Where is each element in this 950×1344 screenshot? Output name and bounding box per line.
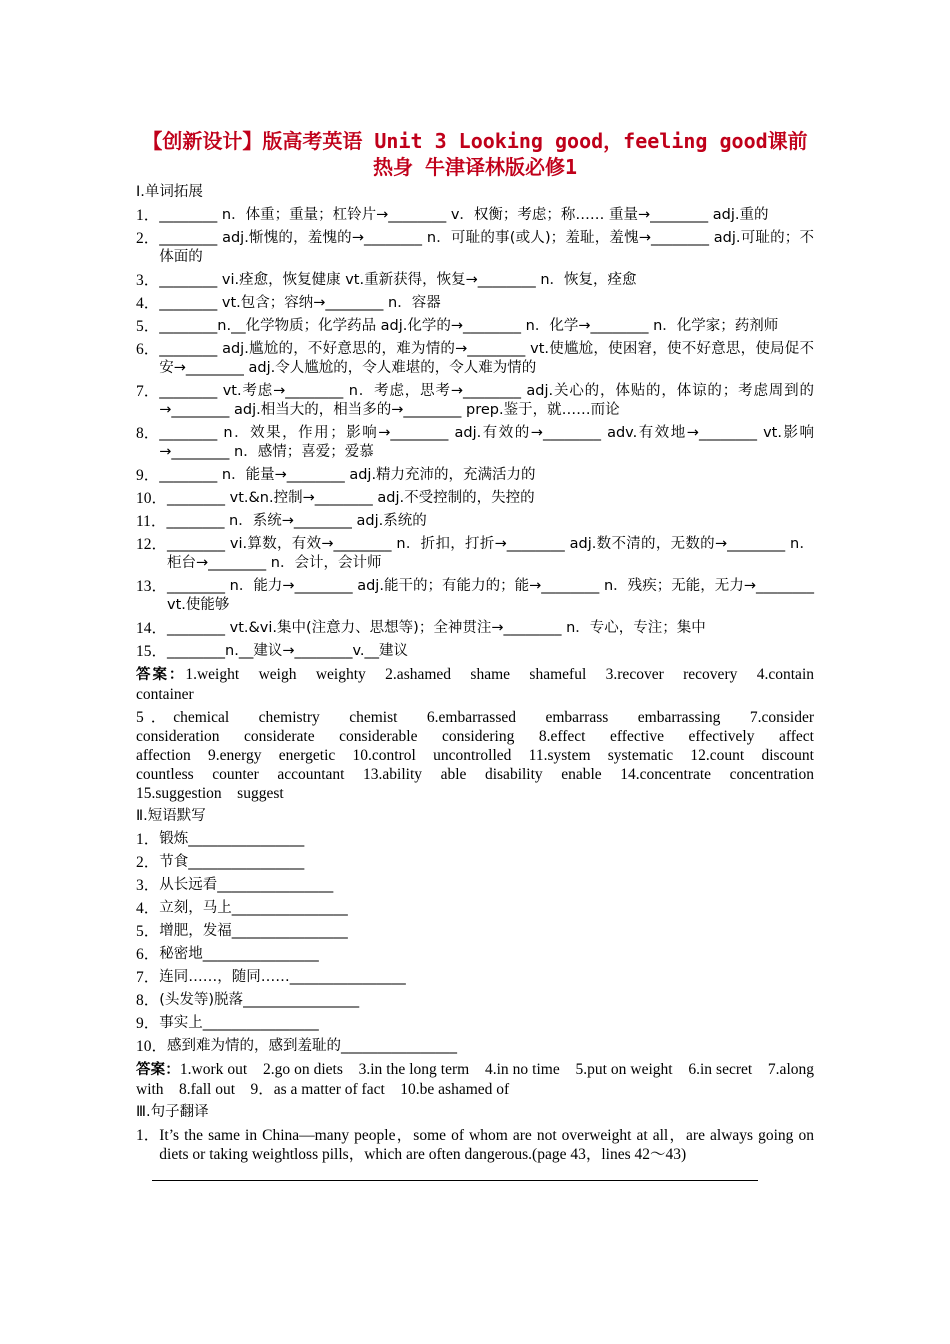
item-text: 立刻，马上________________ bbox=[159, 900, 348, 916]
item-number: 15． bbox=[136, 643, 168, 660]
list-item bbox=[136, 229, 814, 267]
item-text: 锻炼________________ bbox=[159, 831, 305, 847]
title-line-2: 热身 牛津译林版必修1 bbox=[372, 155, 578, 179]
item-text: ________ vt.考虑→________ n．考虑，思考→________ adj.关心的，体贴的，体谅的；考虑周到的→________ adj.相当大的，相当多的→________ prep.鉴于，就……而论 bbox=[159, 383, 814, 418]
item-text: ________ vt.包含；容纳→________ n．容器 bbox=[159, 295, 441, 311]
list-item bbox=[136, 512, 814, 531]
item-text: ________ n．能力→________ adj.能干的；有能力的；能→________ n．残疾；无能，无力→________ vt.使能够 bbox=[167, 578, 814, 613]
list-item bbox=[136, 830, 814, 849]
title-line-1: 【创新设计】版高考英语 Unit 3 Looking good，feeling good课前 bbox=[142, 129, 808, 153]
document-body bbox=[136, 183, 830, 1181]
item-text: ________n.__化学物质；化学药品 adj.化学的→________ n．化学→________ n．化学家；药剂师 bbox=[159, 318, 779, 334]
list-item bbox=[136, 899, 814, 918]
item-number: 3． bbox=[136, 877, 160, 894]
item-number: 7． bbox=[136, 969, 160, 986]
list-item bbox=[136, 424, 814, 462]
answer-text: 1.work out 2.go on diets 3.in the long term 4.in no time 5.put on weight 6.in secret 7.along with 8.fall out 9．as a matter of fact 10.be ashamed of bbox=[136, 1061, 814, 1098]
list-item bbox=[136, 968, 814, 987]
item-text: ________ n．系统→________ adj.系统的 bbox=[166, 513, 427, 529]
section-2-list bbox=[136, 830, 814, 1056]
answer-text-part-2: 5．chemical chemistry chemist 6.embarrassed embarrass embarrassing 7.consider consideration considerate considerable considering 8.effect effective effectively affect affection 9.energy energetic 10.control uncontrolled 11.system systematic 12.count discount countless counter accountant 13.ability able disability enable 14.concentrate concentration 15.suggestion suggest bbox=[136, 709, 830, 802]
item-number: 1． bbox=[136, 831, 160, 848]
list-item bbox=[136, 271, 814, 290]
item-number: 8． bbox=[136, 425, 160, 442]
item-text: 增肥，发福________________ bbox=[159, 923, 348, 939]
section-1-list bbox=[136, 206, 814, 661]
list-item bbox=[136, 619, 814, 638]
list-item bbox=[136, 991, 814, 1010]
item-number: 2． bbox=[136, 854, 160, 871]
answer-line bbox=[152, 1174, 758, 1181]
item-text: ________ adj.惭愧的，羞愧的→________ n．可耻的事(或人)；羞耻，羞愧→________ adj.可耻的；不体面的 bbox=[159, 230, 814, 265]
list-item bbox=[136, 317, 814, 336]
list-item bbox=[136, 340, 814, 378]
item-number: 7． bbox=[136, 383, 160, 400]
list-item bbox=[136, 382, 814, 420]
item-number: 8． bbox=[136, 992, 160, 1009]
item-number: 9． bbox=[136, 467, 160, 484]
item-number: 9． bbox=[136, 1015, 160, 1032]
item-text: 感到难为情的，感到羞耻的________________ bbox=[167, 1038, 458, 1054]
item-number: 5． bbox=[136, 318, 160, 335]
list-item bbox=[136, 642, 814, 661]
item-number: 6． bbox=[136, 341, 160, 358]
list-item bbox=[136, 1037, 814, 1056]
item-number: 4． bbox=[136, 295, 160, 312]
item-number: 11． bbox=[136, 513, 167, 530]
item-text: ________ n．效果，作用；影响→________ adj.有效的→________ adv.有效地→________ vt.影响→________ n．感情；喜爱；爱慕 bbox=[159, 425, 814, 460]
item-text: ________n.__建议→________v.__建议 bbox=[167, 643, 409, 659]
section-1-answer bbox=[136, 665, 830, 704]
item-text: 连同……，随同……________________ bbox=[159, 969, 406, 985]
item-text: ________ n．能量→________ adj.精力充沛的，充满活力的 bbox=[159, 467, 536, 483]
item-text: ________ vi.痊愈，恢复健康 vt.重新获得，恢复→________ n．恢复，痊愈 bbox=[159, 272, 637, 288]
list-item bbox=[136, 294, 814, 313]
document-title bbox=[120, 128, 830, 180]
item-number: 13． bbox=[136, 578, 168, 595]
list-item bbox=[136, 466, 814, 485]
list-item bbox=[136, 1126, 814, 1164]
item-text: (头发等)脱落________________ bbox=[159, 992, 360, 1008]
list-item bbox=[136, 577, 814, 615]
item-number: 3． bbox=[136, 272, 160, 289]
item-number: 1． bbox=[136, 207, 160, 224]
list-item bbox=[136, 853, 814, 872]
item-number: 2． bbox=[136, 230, 160, 247]
item-text: ________ adj.尴尬的，不好意思的，难为情的→________ vt.使尴尬，使困窘，使不好意思，使局促不安→________ adj.令人尴尬的，令人难堪的，令人难为情的 bbox=[159, 341, 814, 376]
item-number: 10． bbox=[136, 1038, 168, 1055]
item-number: 4． bbox=[136, 900, 160, 917]
item-text: 秘密地________________ bbox=[159, 946, 319, 962]
item-number: 10． bbox=[136, 490, 168, 507]
section-3-heading: Ⅲ.句子翻译 bbox=[136, 1104, 209, 1120]
list-item bbox=[136, 945, 814, 964]
list-item bbox=[136, 876, 814, 895]
item-text: 事实上________________ bbox=[159, 1015, 319, 1031]
section-1-answer-continued bbox=[136, 708, 830, 803]
list-item bbox=[136, 535, 814, 573]
item-number: 12． bbox=[136, 536, 168, 553]
list-item bbox=[136, 489, 814, 508]
item-text: ________ vi.算数，有效→________ n．折扣，打折→________ adj.数不清的，无数的→________ n．柜台→________ n．会计，会计师 bbox=[167, 536, 814, 571]
item-text: 从长远看________________ bbox=[159, 877, 334, 893]
section-1-heading: Ⅰ.单词拓展 bbox=[136, 184, 203, 200]
list-item bbox=[136, 922, 814, 941]
item-text: ________ n．体重；重量；杠铃片→________ v．权衡；考虑；称…… 重量→________ adj.重的 bbox=[159, 207, 769, 223]
section-2-heading: Ⅱ.短语默写 bbox=[136, 808, 206, 824]
item-number: 5． bbox=[136, 923, 160, 940]
item-number: 14． bbox=[136, 620, 168, 637]
item-number: 6． bbox=[136, 946, 160, 963]
answer-label: 答案： bbox=[136, 667, 186, 683]
section-2-answer bbox=[136, 1060, 814, 1099]
answer-text-part-1: 1.weight weigh weighty 2.ashamed shame shameful 3.recover recovery 4.contain container bbox=[136, 666, 830, 703]
item-number: 1． bbox=[136, 1127, 160, 1144]
list-item bbox=[136, 1014, 814, 1033]
item-text: It’s the same in China—many people，some of whom are not overweight at all，are always going on diets or taking weightloss pills，which are often dangerous.(page 43，lines 42～43) bbox=[159, 1127, 814, 1163]
item-text: ________ vt.&vi.集中(注意力、思想等)；全神贯注→________ n．专心，专注；集中 bbox=[167, 620, 706, 636]
list-item bbox=[136, 206, 814, 225]
answer-label: 答案： bbox=[136, 1062, 180, 1078]
item-text: 节食________________ bbox=[159, 854, 305, 870]
item-text: ________ vt.&n.控制→________ adj.不受控制的，失控的 bbox=[167, 490, 535, 506]
